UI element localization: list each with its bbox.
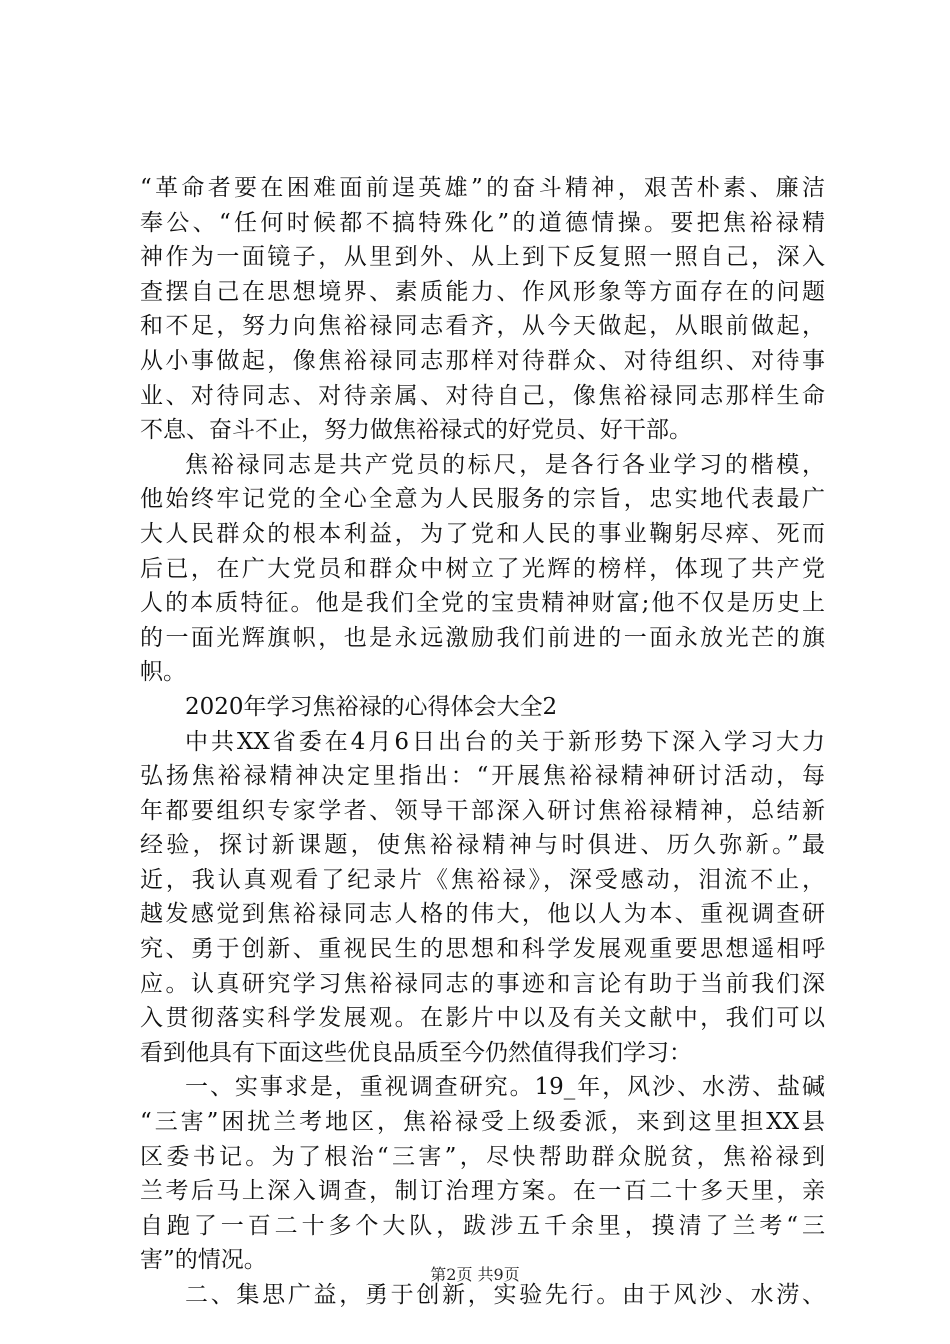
text-line: 大人民群众的根本利益，为了党和人民的事业鞠躬尽瘁、死而 <box>140 520 825 547</box>
paragraph-first-line: 中共XX省委在4月6日出台的关于新形势下深入学习大力 <box>185 728 825 755</box>
paragraph-first-line: 一、实事求是，重视调查研究。19_年，风沙、水涝、盐碱 <box>185 1074 825 1101</box>
document-body <box>140 171 825 1313</box>
section-heading: 2020年学习焦裕禄的心得体会大全2 <box>185 693 558 720</box>
text-line: 查摆自己在思想境界、素质能力、作风形象等方面存在的问题 <box>140 278 825 305</box>
text-line: 后已，在广大党员和群众中树立了光辉的榜样，体现了共产党 <box>140 555 825 582</box>
paragraph-first-line: 二、集思广益，勇于创新，实验先行。由于风沙、水涝、 <box>185 1282 825 1308</box>
text-line: 的一面光辉旗帜，也是永远激励我们前进的一面永放光芒的旗 <box>140 624 825 651</box>
text-line: 越发感觉到焦裕禄同志人格的伟大，他以人为本、重视调查研 <box>140 901 825 928</box>
paragraph-first-line: 焦裕禄同志是共产党员的标尺，是各行各业学习的楷模， <box>185 451 825 478</box>
text-line: 从小事做起，像焦裕禄同志那样对待群众、对待组织、对待事 <box>140 347 825 374</box>
text-line: 看到他具有下面这些优良品质至今仍然值得我们学习： <box>140 1039 692 1066</box>
page-footer: 第2页 共9页 <box>430 1265 520 1284</box>
text-line: 究、勇于创新、重视民生的思想和科学发展观重要思想遥相呼 <box>140 936 825 963</box>
text-line: 年都要组织专家学者、领导干部深入研讨焦裕禄精神，总结新 <box>140 797 825 824</box>
text-line: “革命者要在困难面前逞英雄”的奋斗精神，艰苦朴素、廉洁 <box>140 175 825 201</box>
text-line: 奉公、“任何时候都不搞特殊化”的道德情操。要把焦裕禄精 <box>140 209 825 236</box>
text-line: 应。认真研究学习焦裕禄同志的事迹和言论有助于当前我们深 <box>140 970 825 997</box>
text-line: 他始终牢记党的全心全意为人民服务的宗旨，忠实地代表最广 <box>140 486 825 513</box>
text-line: 不息、奋斗不止，努力做焦裕禄式的好党员、好干部。 <box>140 417 692 444</box>
text-line: 兰考后马上深入调查，制订治理方案。在一百二十多天里，亲 <box>140 1178 825 1205</box>
text-line: 害”的情况。 <box>140 1247 267 1274</box>
text-line: “三害”困扰兰考地区，焦裕禄受上级委派，来到这里担XX县 <box>140 1109 825 1136</box>
text-line: 人的本质特征。他是我们全党的宝贵精神财富;他不仅是历史上 <box>140 590 825 617</box>
text-line: 区委书记。为了根治“三害”，尽快帮助群众脱贫，焦裕禄到 <box>140 1143 825 1170</box>
text-line: 经验，探讨新课题，使焦裕禄精神与时俱进、历久弥新。”最 <box>140 832 825 859</box>
text-line: 神作为一面镜子，从里到外、从上到下反复照一照自己，深入 <box>140 244 825 271</box>
text-line: 自跑了一百二十多个大队，跋涉五千余里，摸清了兰考“三 <box>140 1212 825 1239</box>
text-line: 帜。 <box>140 659 186 686</box>
text-line: 弘扬焦裕禄精神决定里指出：“开展焦裕禄精神研讨活动，每 <box>140 763 825 790</box>
text-line: 近，我认真观看了纪录片《焦裕禄》，深受感动，泪流不止， <box>140 866 825 893</box>
text-line: 和不足，努力向焦裕禄同志看齐，从今天做起，从眼前做起， <box>140 313 825 340</box>
text-line: 入贯彻落实科学发展观。在影片中以及有关文献中，我们可以 <box>140 1005 825 1032</box>
text-line: 业、对待同志、对待亲属、对待自己，像焦裕禄同志那样生命 <box>140 382 825 409</box>
